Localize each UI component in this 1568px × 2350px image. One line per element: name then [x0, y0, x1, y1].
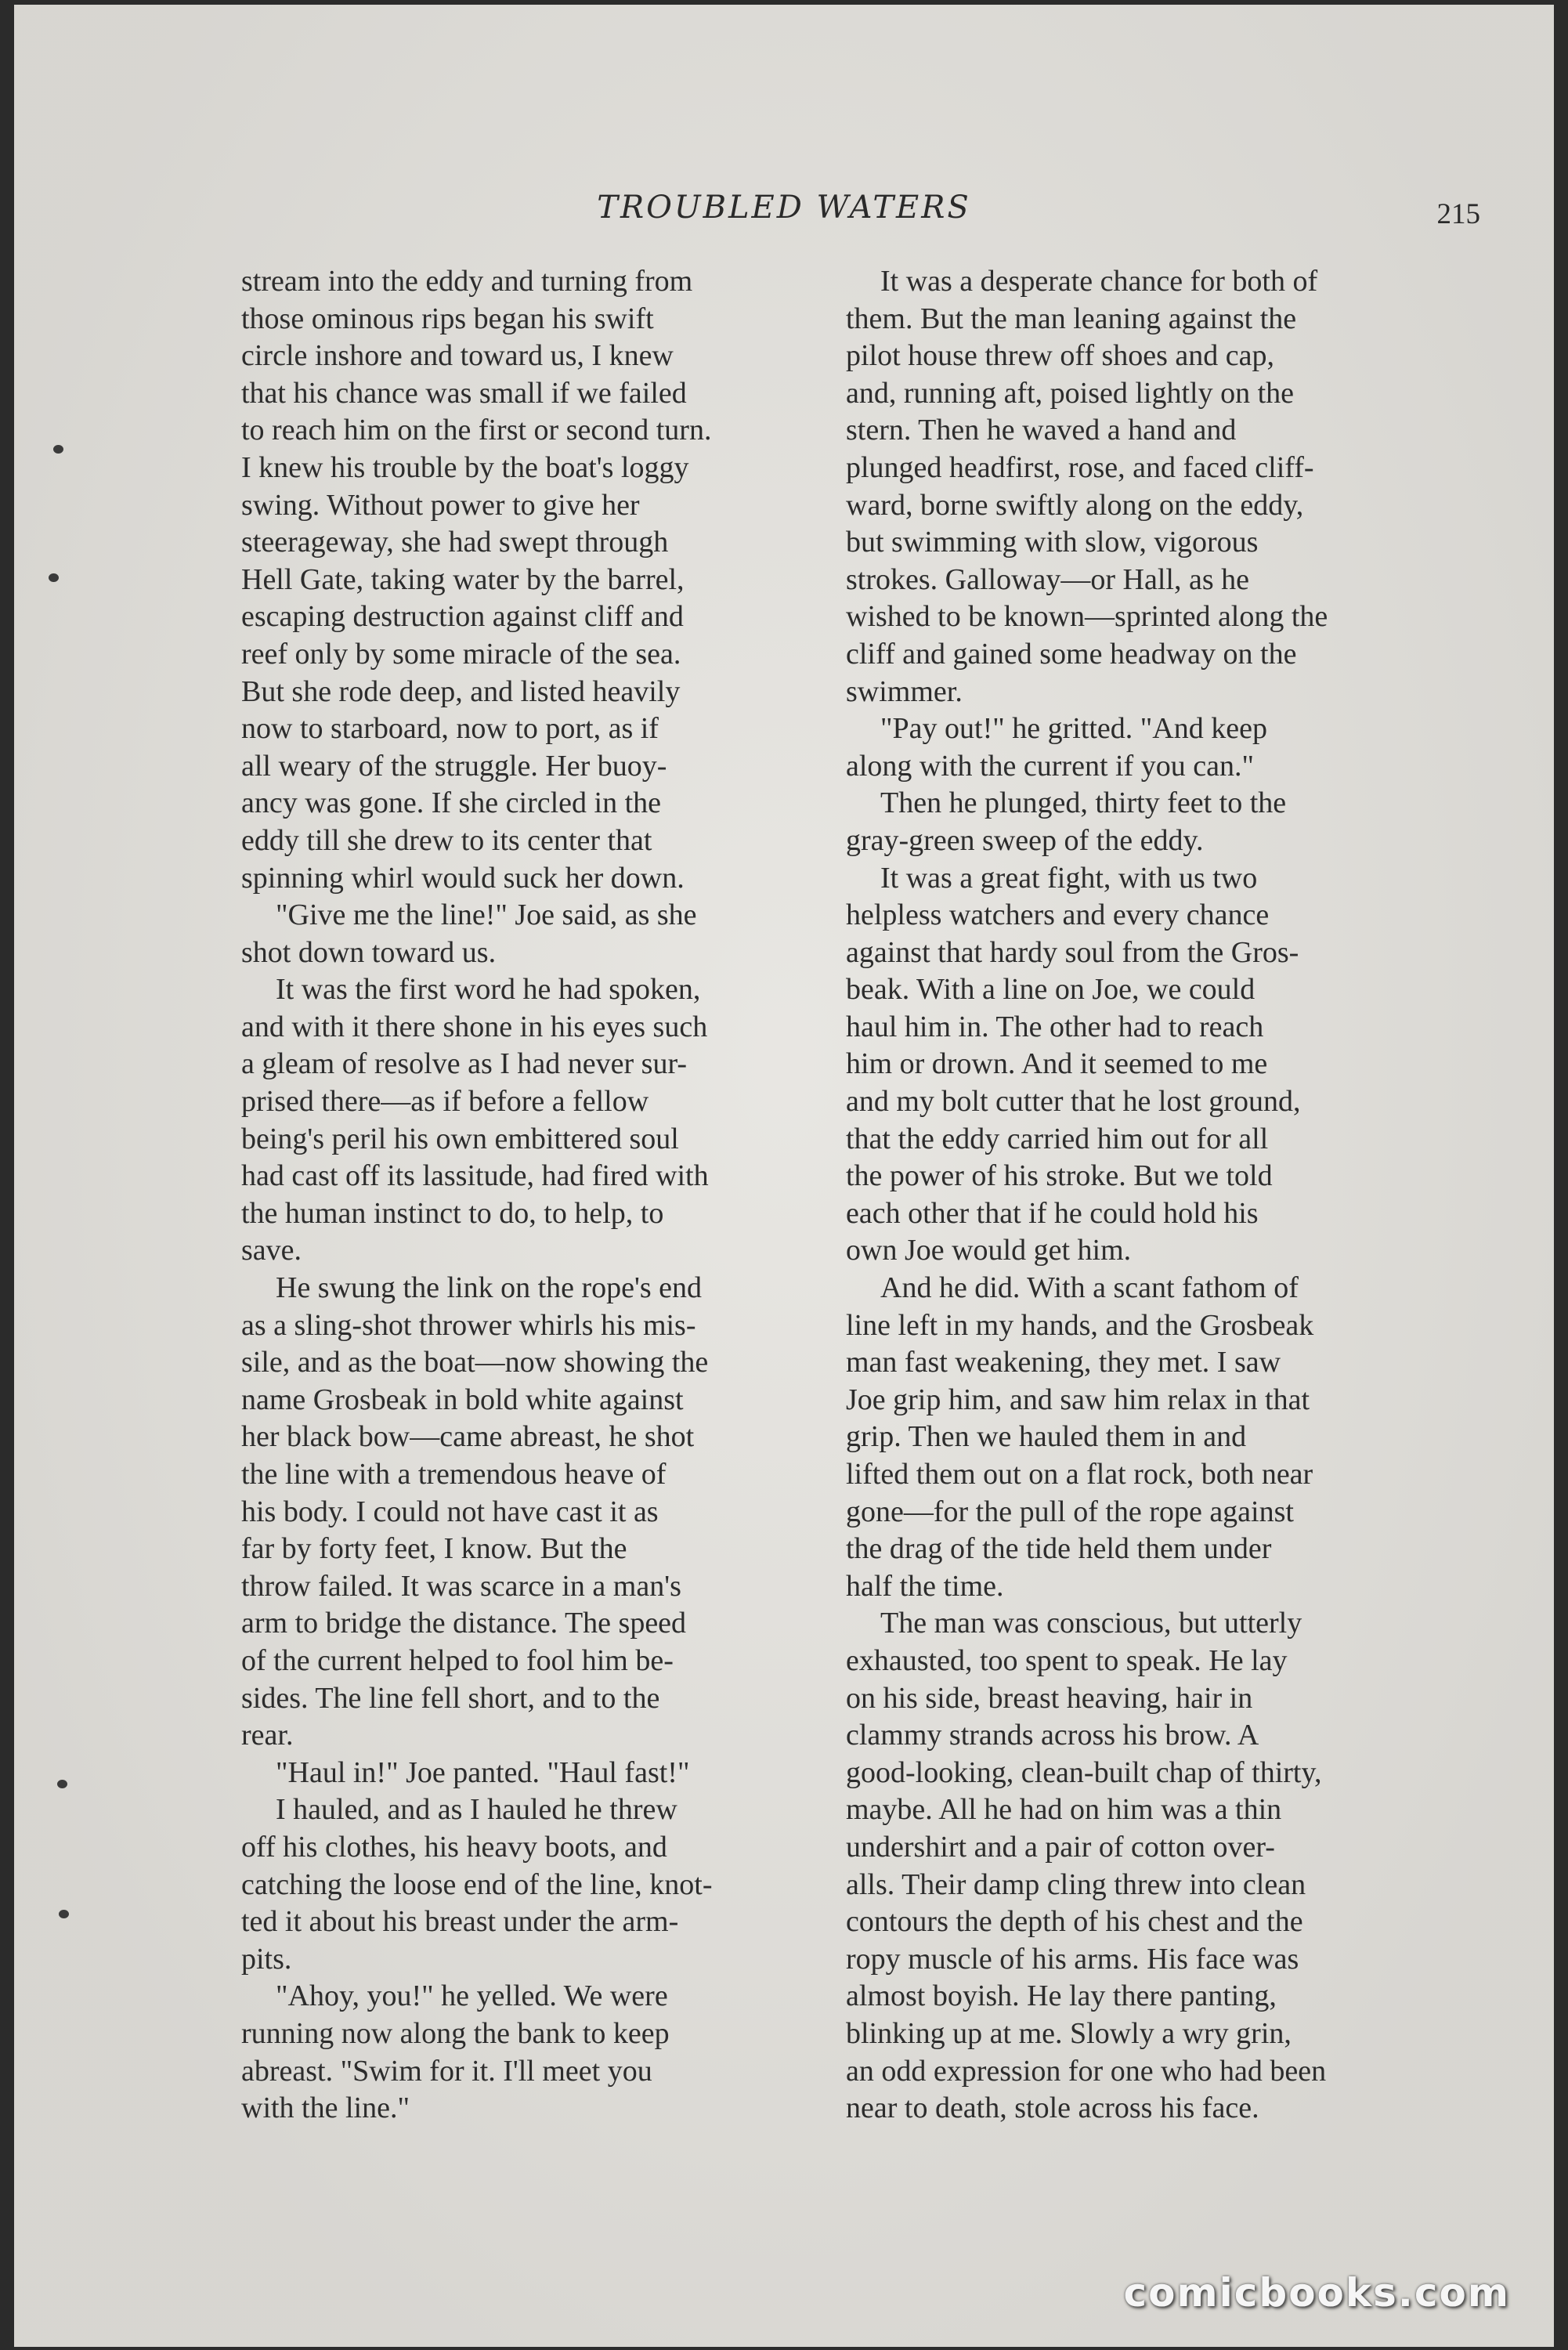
paragraph: [846, 710, 1422, 785]
text-line: escaping destruction against cliff and: [241, 600, 684, 634]
text-line: name Grosbeak in bold white against: [241, 1383, 684, 1416]
text-line: a gleam of resolve as I had never sur-: [241, 1047, 687, 1081]
text-line: as a sling-shot thrower whirls his mis-: [241, 1308, 696, 1342]
text-line: "Pay out!" he gritted. "And keep: [880, 712, 1267, 746]
text-line: the power of his stroke. But we told: [846, 1159, 1273, 1193]
binding-hole: [53, 445, 63, 454]
paragraph: [846, 785, 1422, 859]
text-line: save.: [241, 1234, 302, 1267]
text-line: steerageway, she had swept through: [241, 526, 669, 559]
text-line: "Haul in!" Joe panted. "Haul fast!": [276, 1755, 690, 1789]
text-line: arm to bridge the distance. The speed: [241, 1607, 687, 1640]
paragraph: [241, 971, 817, 1270]
text-line: ropy muscle of his arms. His face was: [846, 1942, 1299, 1976]
text-line: own Joe would get him.: [846, 1234, 1132, 1267]
text-line: grip. Then we hauled them in and: [846, 1420, 1247, 1454]
text-line: off his clothes, his heavy boots, and: [241, 1830, 667, 1864]
running-title: TROUBLED WATERS: [597, 190, 971, 226]
text-line: to reach him on the first or second turn.: [241, 414, 712, 447]
text-line: alls. Their damp cling threw into clean: [846, 1867, 1306, 1901]
text-line: clammy strands across his brow. A: [846, 1719, 1259, 1752]
text-line: him or drown. And it seemed to me: [846, 1047, 1268, 1081]
text-line: ted it about his breast under the arm-: [241, 1905, 679, 1939]
text-line: almost boyish. He lay there panting,: [846, 1979, 1277, 2013]
text-line: plunged headfirst, rose, and faced cliff-: [846, 450, 1314, 484]
text-line: Hell Gate, taking water by the barrel,: [241, 562, 685, 596]
right-column: [846, 263, 1422, 2128]
text-line: Then he plunged, thirty feet to the: [880, 786, 1287, 820]
text-line: sides. The line fell short, and to the: [241, 1681, 660, 1715]
text-line: the drag of the tide held them under: [846, 1532, 1272, 1566]
text-line: And he did. With a scant fathom of: [880, 1271, 1299, 1305]
text-line: those ominous rips began his swift: [241, 302, 654, 335]
text-line: now to starboard, now to port, as if: [241, 712, 659, 746]
paragraph: [241, 263, 817, 897]
text-line: I hauled, and as I hauled he threw: [276, 1793, 677, 1827]
text-line: maybe. All he had on him was a thin: [846, 1793, 1282, 1827]
text-line: them. But the man leaning against the: [846, 302, 1297, 335]
text-line: along with the current if you can.": [846, 749, 1254, 783]
text-line: blinking up at me. Slowly a wry grin,: [846, 2016, 1292, 2050]
paragraph: [241, 897, 817, 971]
text-line: ancy was gone. If she circled in the: [241, 786, 662, 820]
text-line: with the line.": [241, 2092, 410, 2125]
text-line: strokes. Galloway—or Hall, as he: [846, 562, 1249, 596]
text-line: haul him in. The other had to reach: [846, 1010, 1264, 1043]
text-line: good-looking, clean-built chap of thirty,: [846, 1755, 1322, 1789]
paragraph: [241, 1755, 817, 1792]
text-line: had cast off its lassitude, had fired with: [241, 1159, 709, 1193]
text-line: undershirt and a pair of cotton over-: [846, 1830, 1275, 1864]
text-line: abreast. "Swim for it. I'll meet you: [241, 2054, 652, 2088]
text-line: I knew his trouble by the boat's loggy: [241, 450, 689, 484]
text-line: that his chance was small if we failed: [241, 376, 687, 410]
text-line: cliff and gained some headway on the: [846, 637, 1297, 671]
text-line: catching the loose end of the line, knot-: [241, 1867, 713, 1901]
text-line: "Give me the line!" Joe said, as she: [276, 898, 697, 932]
paragraph: [241, 1978, 817, 2127]
text-line: the human instinct to do, to help, to: [241, 1196, 664, 1230]
paragraph: [846, 1605, 1422, 2127]
text-line: beak. With a line on Joe, we could: [846, 973, 1255, 1007]
text-line: swing. Without power to give her: [241, 488, 640, 522]
text-line: ward, borne swiftly along on the eddy,: [846, 488, 1304, 522]
text-line: and with it there shone in his eyes such: [241, 1010, 708, 1043]
text-line: each other that if he could hold his: [846, 1196, 1259, 1230]
text-line: But she rode deep, and listed heavily: [241, 674, 681, 708]
text-line: stream into the eddy and turning from: [241, 265, 693, 298]
text-line: shot down toward us.: [241, 935, 497, 969]
text-line: "Ahoy, you!" he yelled. We were: [276, 1979, 668, 2013]
text-line: against that hardy soul from the Gros-: [846, 935, 1299, 969]
paragraph: [846, 1270, 1422, 1605]
text-line: helpless watchers and every chance: [846, 898, 1270, 932]
text-line: of the current helped to fool him be-: [241, 1643, 674, 1677]
text-line: reef only by some miracle of the sea.: [241, 637, 681, 671]
text-line: all weary of the struggle. Her buoy-: [241, 749, 667, 783]
text-line: and my bolt cutter that he lost ground,: [846, 1085, 1301, 1119]
text-line: near to death, stole across his face.: [846, 2092, 1259, 2125]
binding-hole: [57, 1780, 67, 1788]
binding-hole: [49, 573, 59, 582]
book-page: [14, 5, 1554, 2347]
text-line: her black bow—came abreast, he shot: [241, 1420, 695, 1454]
text-line: It was the first word he had spoken,: [276, 973, 701, 1007]
text-line: pits.: [241, 1942, 292, 1976]
text-line: man fast weakening, they met. I saw: [846, 1346, 1281, 1379]
text-line: that the eddy carried him out for all: [846, 1122, 1269, 1155]
text-line: It was a great fight, with us two: [880, 861, 1258, 895]
text-line: Joe grip him, and saw him relax in that: [846, 1383, 1310, 1416]
text-line: circle inshore and toward us, I knew: [241, 339, 674, 373]
text-line: his body. I could not have cast it as: [241, 1495, 659, 1528]
text-line: eddy till she drew to its center that: [241, 823, 652, 857]
text-line: gray-green sweep of the eddy.: [846, 823, 1204, 857]
text-line: stern. Then he waved a hand and: [846, 414, 1237, 447]
page-number: 215: [1436, 198, 1480, 230]
binding-hole: [59, 1910, 69, 1918]
text-line: an odd expression for one who had been: [846, 2054, 1327, 2088]
text-line: wished to be known—sprinted along the: [846, 600, 1328, 634]
text-line: contours the depth of his chest and the: [846, 1905, 1303, 1939]
text-line: swimmer.: [846, 674, 963, 708]
text-line: prised there—as if before a fellow: [241, 1085, 649, 1119]
paragraph: [241, 1791, 817, 1978]
text-line: half the time.: [846, 1569, 1004, 1603]
left-column: [241, 263, 817, 2128]
text-line: He swung the link on the rope's end: [276, 1271, 703, 1305]
text-line: rear.: [241, 1719, 294, 1752]
text-line: exhausted, too spent to speak. He lay: [846, 1643, 1288, 1677]
text-line: gone—for the pull of the rope against: [846, 1495, 1294, 1528]
watermark: comicbooks.com: [1123, 2270, 1510, 2316]
text-line: It was a desperate chance for both of: [880, 265, 1318, 298]
text-line: The man was conscious, but utterly: [880, 1607, 1302, 1640]
text-line: far by forty feet, I know. But the: [241, 1532, 627, 1566]
text-line: lifted them out on a flat rock, both near: [846, 1458, 1313, 1491]
text-line: line left in my hands, and the Grosbeak: [846, 1308, 1314, 1342]
text-line: pilot house threw off shoes and cap,: [846, 339, 1275, 373]
paragraph: [846, 860, 1422, 1271]
text-line: the line with a tremendous heave of: [241, 1458, 667, 1491]
text-line: throw failed. It was scarce in a man's: [241, 1569, 681, 1603]
text-line: spinning whirl would suck her down.: [241, 861, 685, 895]
text-line: sile, and as the boat—now showing the: [241, 1346, 709, 1379]
paragraph: [846, 263, 1422, 710]
text-line: on his side, breast heaving, hair in: [846, 1681, 1253, 1715]
text-line: being's peril his own embittered soul: [241, 1122, 679, 1155]
text-line: but swimming with slow, vigorous: [846, 526, 1259, 559]
paragraph: [241, 1270, 817, 1755]
text-line: running now along the bank to keep: [241, 2016, 670, 2050]
text-line: and, running aft, poised lightly on the: [846, 376, 1295, 410]
